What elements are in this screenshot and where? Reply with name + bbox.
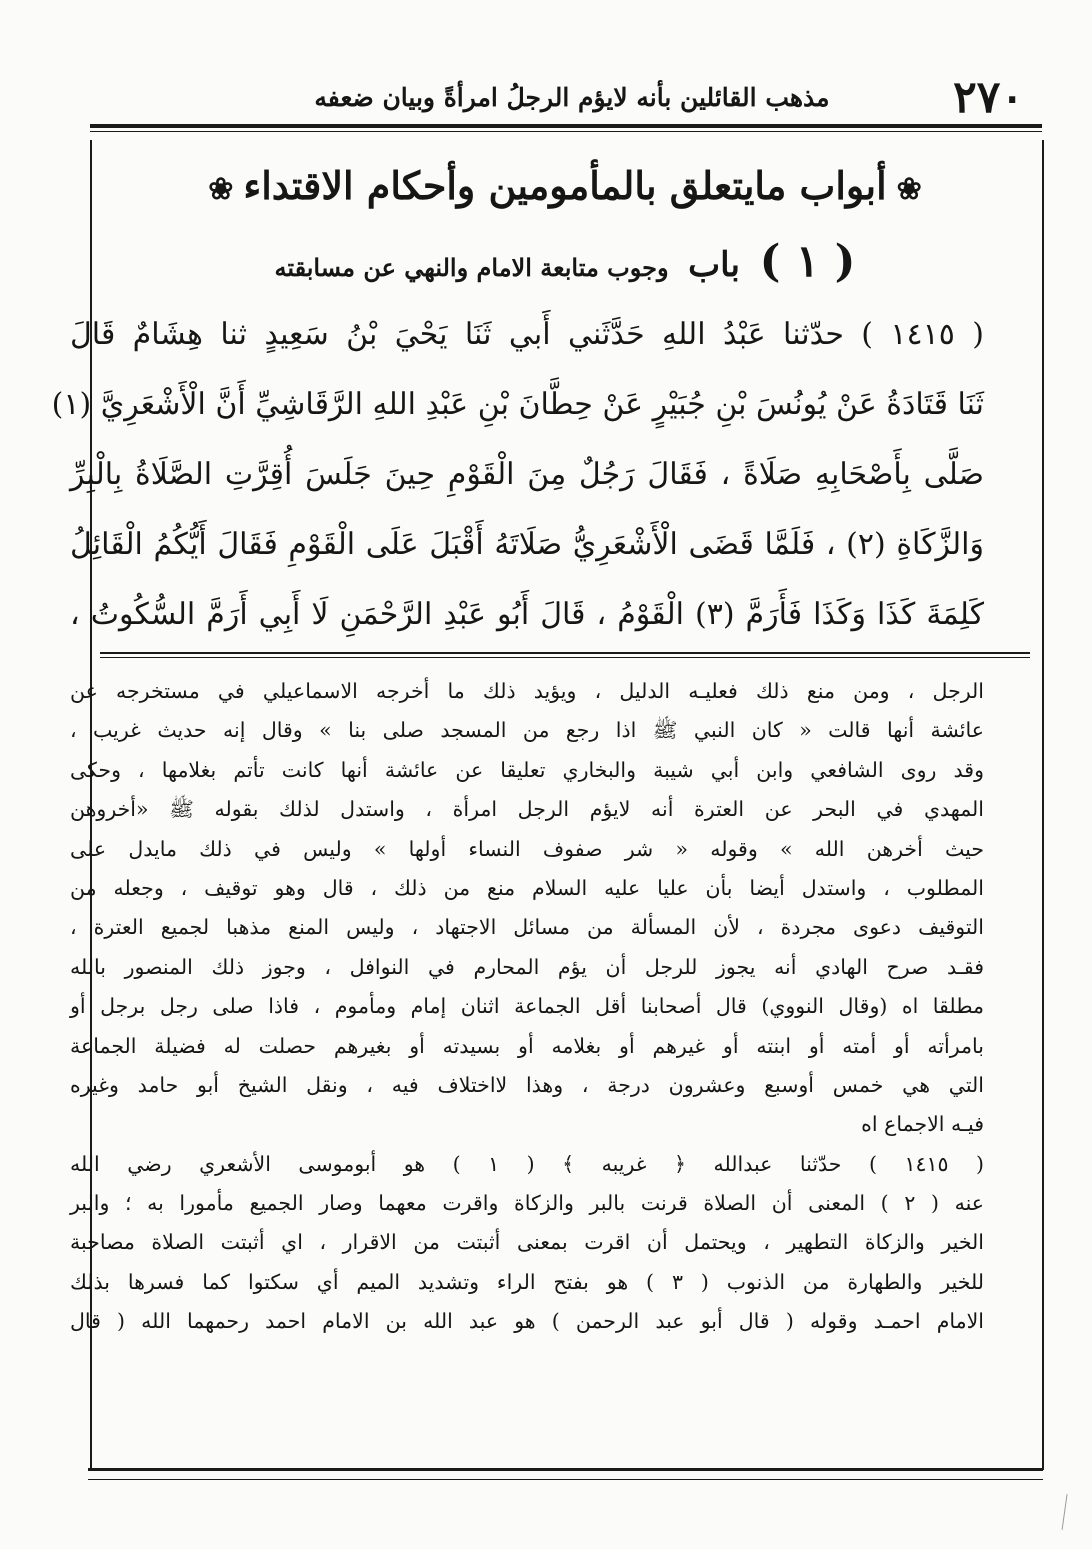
divider-rule xyxy=(100,652,1030,654)
page-number: ٢٧٠ xyxy=(953,72,1024,123)
footnote-line: ( ١٤١٥ ) حدّثنا عبدالله ﴿ غريبه ﴾ ( ١ ) هو أبوموسى الأشعري رضي الله xyxy=(70,1151,985,1176)
commentary-line: وقد روى الشافعي وابن أبي شيبة والبخاري تعليقا عن عائشة أنها كانت تأتم بغلامها ، وحكى xyxy=(70,757,984,782)
footnote-line: الخير والزكاة التطهير ، ويحتمل أن اقرت بمعنى أثبتت من الاقرار ، اي أثبتت الصلاة مصاحبة xyxy=(70,1230,984,1255)
running-title: مذهب القائلين بأنه لايؤم الرجلُ امرأةً وبيان ضعفه xyxy=(314,83,830,112)
margin-mark xyxy=(1062,1494,1082,1532)
hadith-line: كَلِمَةَ كَذَا وَكَذَا فَأَرَمَّ (٣) الْقَوْمُ ، قَالَ أَبُو عَبْدِ الرَّحْمَنِ لَا أَبِي أَرَمَّ السُّكُوتُ ، xyxy=(70,597,984,632)
section-title: أبواب مايتعلق بالمأمومين وأحكام الاقتداء xyxy=(243,163,887,208)
commentary-line: التوقيف دعوى مجردة ، لأن المسألة من مسائل الاجتهاد ، وليس المنع مذهبا لجميع العترة ، xyxy=(70,915,984,940)
footnote-line: عنه ( ٢ ) المعنى أن الصلاة قرنت بالبر والزكاة واقرت معهما وصار الجميع مأمورا به ؛ والبر xyxy=(70,1191,984,1216)
hadith-line: صَلَّى بِأَصْحَابِهِ صَلَاةً ، فَقَالَ رَجُلٌ مِنَ الْقَوْمِ حِينَ جَلَسَ أُقِرَّتِ الصَّلَاةُ بِالْبِرِّ xyxy=(70,457,984,492)
chapter-heading xyxy=(100,230,1030,294)
footnote-line: الامام احمـد وقوله ( قال أبو عبد الرحمن ) هو عبد الله بن الامام احمد رحمهما الله ( قال xyxy=(70,1309,984,1334)
chapter-title: وجوب متابعة الامام والنهي عن مسابقته xyxy=(274,253,669,282)
hadith-line: ثَنَا قَتَادَةُ عَنْ يُونُسَ بْنِ جُبَيْرٍ عَنْ حِطَّانَ بْنِ عَبْدِ اللهِ الرَّقَاشِيِّ أَنَّ الْأَشْعَرِيَّ (١) xyxy=(51,387,984,422)
chapter-number: ( ١ ) xyxy=(759,236,856,287)
ornament-left-icon: ❀ xyxy=(208,172,234,207)
chapter-word: باب xyxy=(688,245,740,285)
commentary-line: المهدي في البحر عن العترة أنه لايؤم الرجل امرأة ، واستدل لذلك بقوله ﷺ «أخروهن xyxy=(70,797,984,822)
commentary-line: مطلقا اه (وقال النووي) قال أصحابنا أقل الجماعة اثنان إمام ومأموم ، فاذا صلى رجل برجل أو xyxy=(70,994,984,1019)
header-rule-thin xyxy=(90,131,1042,132)
frame-bottom-rule xyxy=(88,1468,1043,1480)
header-rule-thick xyxy=(90,124,1042,128)
commentary-line: بامرأته أو أمته أو ابنته أو غيرهم أو بغلامه أو بسيدته أو بغيرهم حصلت له فضيلة الجماعة xyxy=(70,1033,984,1058)
commentary-line: التي هي خمس أوسبع وعشرون درجة ، وهذا لااختلاف فيه ، ونقل الشيخ أبو حامد وغيره xyxy=(70,1072,984,1097)
hadith-line: ( ١٤١٥ ) حدّثنا عَبْدُ اللهِ حَدَّثَني أَبي ثَنَا يَحْيَ بْنُ سَعِيدٍ ثنا هِشَامٌ قَالَ xyxy=(70,317,984,352)
ornament-right-icon: ❀ xyxy=(896,172,922,207)
hadith-line: وَالزَّكَاةِ (٢) ، فَلَمَّا قَضَى الْأَشْعَرِيُّ صَلَاتَهُ أَقْبَلَ عَلَى الْقَوْمِ فَقَالَ أَيُّكُمُ الْقَائِلُ xyxy=(70,527,984,562)
divider-rule-thin xyxy=(100,657,1030,658)
commentary-text xyxy=(70,672,984,1342)
footnote-line: للخير والطهارة من الذنوب ( ٣ ) هو بفتح الراء وتشديد الميم أي سكتوا كما فسرها بذلك xyxy=(70,1269,984,1294)
hadith-text xyxy=(51,300,984,650)
commentary-line: حيث أخرهن الله » وقوله « شر صفوف النساء أولها » وليس في ذلك مايدل على xyxy=(70,836,984,861)
commentary-line: فقـد صرح الهادي أنه يجوز للرجل أن يؤم المحارم في النوافل ، وجوز ذلك المنصور بالله xyxy=(70,954,984,979)
section-heading xyxy=(100,150,1030,226)
commentary-line: فيـه الاجماع اه xyxy=(861,1112,984,1137)
commentary-line: الرجل ، ومن منع ذلك فعليـه الدليل ، ويؤيد ذلك ما أخرجه الاسماعيلي في مستخرجه عن xyxy=(70,679,984,703)
commentary-line: عائشة أنها قالت « كان النبي ﷺ اذا رجع من المسجد صلى بنا » وقال إنه حديث غريب ، xyxy=(70,718,984,743)
running-header xyxy=(90,66,1042,122)
commentary-line: المطلوب ، واستدل أيضا بأن عليا عليه السلام منع من ذلك ، قال وهو توقيف ، وجعله من xyxy=(70,875,984,900)
